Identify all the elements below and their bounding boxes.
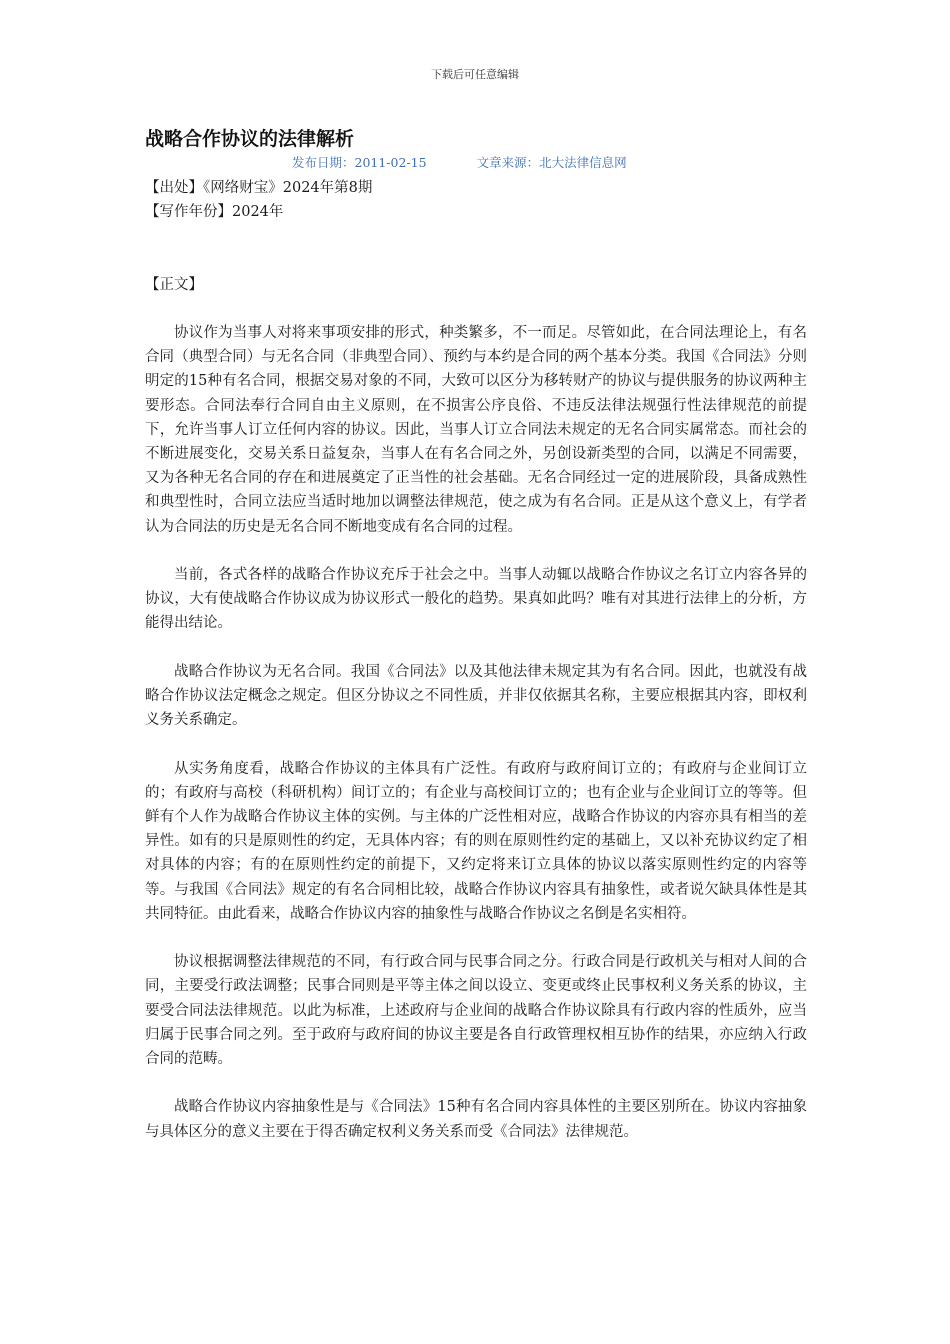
article-origin: 【出处】《网络财宝》2024年第8期: [145, 180, 373, 196]
body-paragraph: 协议根据调整法律规范的不同，有行政合同与民事合同之分。行政合同是行政机关与相对人间的合同，主要受行政法调整；民事合同则是平等主体之间以设立、变更或终止民事权利义务关系的协议，主要受合同法法律规范。以此为标准，上述政府与企业间的战略合作协议除具有行政内容的性质外，应当归属于民事合同之列。至于政府与政府间的协议主要是各自行政管理权相互协作的结果，亦应纳入行政合同的范畴。: [145, 954, 807, 1068]
body-paragraph: 战略合作协议内容抽象性是与《合同法》15种有名合同内容具体性的主要区别所在。协议内容抽象与具体区分的意义主要在于得否确定权利义务关系而受《合同法》法律规范。: [145, 1099, 807, 1140]
section-label: 【正文】: [145, 277, 203, 293]
body-paragraph: 从实务角度看，战略合作协议的主体具有广泛性。有政府与政府间订立的；有政府与企业间订立的；有政府与高校（科研机构）间订立的；有企业与高校间订立的；也有企业与企业间订立的等等。但鲜有个人作为战略合作协议主体的实例。与主体的广泛性相对应，战略合作协议的内容亦具有相当的差异性。如有的只是原则性的约定，无具体内容；有的则在原则性约定的基础上，又以补充协议约定了相对具体的内容；有的在原则性约定的前提下，又约定将来订立具体的协议以落实原则性约定的内容等等。与我国《合同法》规定的有名合同相比较，战略合作协议内容具有抽象性，或者说欠缺具体性是其共同特征。由此看来，战略合作协议内容的抽象性与战略合作协议之名倒是名实相符。: [145, 760, 807, 922]
body-paragraph: 当前，各式各样的战略合作协议充斥于社会之中。当事人动辄以战略合作协议之名订立内容各异的协议，大有使战略合作协议成为协议形式一般化的趋势。果真如此吗？唯有对其进行法律上的分析，方能得出结论。: [145, 567, 807, 632]
article-source: 文章来源：北大法律信息网: [476, 155, 627, 170]
article-meta: [292, 153, 627, 171]
article-title: 战略合作协议的法律解析: [145, 128, 355, 150]
article-year: 【写作年份】2024年: [145, 204, 284, 220]
article-body: [145, 321, 807, 1168]
header-note: 下载后可任意编辑: [431, 68, 519, 81]
body-paragraph: 协议作为当事人对将来事项安排的形式，种类繁多，不一而足。尽管如此，在合同法理论上，有名合同（典型合同）与无名合同（非典型合同）、预约与本约是合同的两个基本分类。我国《合同法》分则明定的15种有名合同，根据交易对象的不同，大致可以区分为移转财产的协议与提供服务的协议两种主要形态。合同法奉行合同自由主义原则，在不损害公序良俗、不违反法律法规强行性法律规范的前提下，允许当事人订立任何内容的协议。因此，当事人订立合同法未规定的无名合同实属常态。而社会的不断进展变化，交易关系日益复杂，当事人在有名合同之外，另创设新类型的合同，以满足不同需要，又为各种无名合同的存在和进展奠定了正当性的社会基础。无名合同经过一定的进展阶段，具备成熟性和典型性时，合同立法应当适时地加以调整法律规范，使之成为有名合同。正是从这个意义上，有学者认为合同法的历史是无名合同不断地变成有名合同的过程。: [145, 325, 807, 535]
publish-date: 发布日期：2011-02-15: [292, 155, 427, 170]
body-paragraph: 战略合作协议为无名合同。我国《合同法》以及其他法律未规定其为有名合同。因此，也就没有战略合作协议法定概念之规定。但区分协议之不同性质，并非仅依据其名称，主要应根据其内容，即权利义务关系确定。: [145, 663, 807, 729]
